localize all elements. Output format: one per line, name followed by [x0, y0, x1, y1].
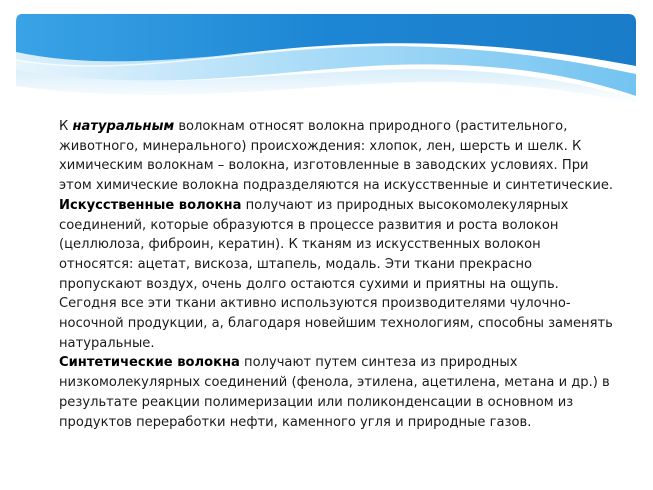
paragraph-artificial-fibers: Искусственные волокна получают из природных высокомолекулярных соединений, которые образуются в процессе развития и роста волокон (целлюлоза, фиброин, кератин). К тканям из искусственных волокон относятся: ацетат, вискоза, штапель, модаль. Эти ткани прекрасно пропускают воздух, очень долго остаются сухими и приятны на ощупь. Сегодня все эти ткани активно используются производителями чулочно-носочной продукции, а, благодаря новейшим технологиям, способны заменять натуральные.	[59, 197, 613, 351]
term-synthetic-fibers: Синтетические волокна	[59, 355, 240, 371]
body-text	[59, 117, 619, 432]
term-artificial-fibers: Искусственные волокна	[59, 197, 242, 213]
paragraph-natural-fibers: К натуральным волокнам относят волокна природного (растительного, животного, минерального) происхождения: хлопок, лен, шерсть и шелк. К химическим волокнам – волокна, изготовленные в заводских условиях. При этом химические волокна подразделяются на искусственные и синтетические.	[59, 119, 614, 194]
paragraph-synthetic-fibers: Синтетические волокна получают путем синтеза из природных низкомолекулярных соединений (фенола, этилена, ацетилена, метана и др.) в результате реакции полимеризации или поликонденсации в основном из продуктов переработки нефти, каменного угля и природные газов.	[59, 355, 610, 430]
emphasis-natural: натуральным	[72, 119, 175, 134]
header-wave-decoration	[0, 0, 653, 110]
